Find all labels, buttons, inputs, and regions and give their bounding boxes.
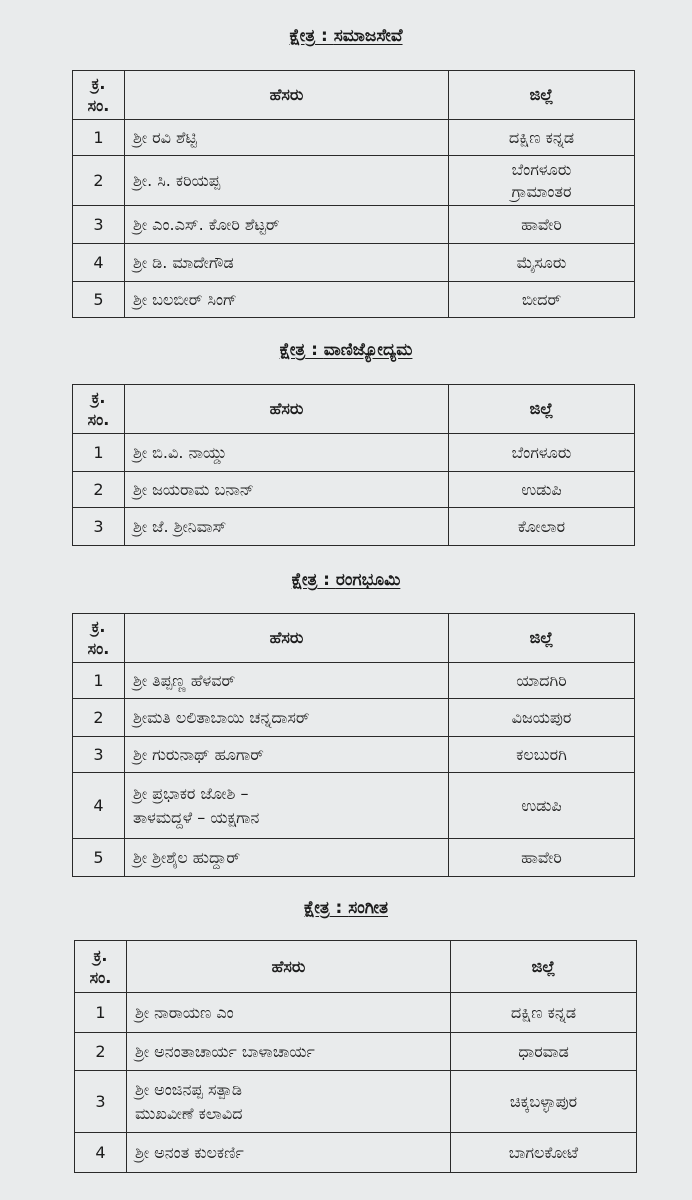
name-cell: ಶ್ರೀ ರವಿ ಶೆಟ್ಟಿ bbox=[125, 120, 449, 156]
section-heading bbox=[0, 570, 692, 590]
name-cell: ಶ್ರೀ ಬಿ.ವಿ. ನಾಯ್ಡು bbox=[125, 434, 449, 472]
district-cell: ಬಾಗಲಕೋಟೆ bbox=[451, 1133, 637, 1173]
name-cell: ಶ್ರೀ ಪ್ರಭಾಕರ ಜೋಶಿ – ತಾಳಮದ್ದಳೆ – ಯಕ್ಷಗಾನ bbox=[125, 773, 449, 839]
table-row bbox=[73, 737, 635, 773]
name-cell: ಶ್ರೀ ಜಯರಾಮ ಬನಾನ್ bbox=[125, 472, 449, 508]
table-row bbox=[73, 663, 635, 699]
district-cell: ಯಾದಗಿರಿ bbox=[449, 663, 635, 699]
table-header-row bbox=[73, 71, 635, 120]
table-row bbox=[73, 206, 635, 244]
name-cell: ಶ್ರೀ ಜೆ. ಶ್ರೀನಿವಾಸ್ bbox=[125, 508, 449, 546]
name-cell: ಶ್ರೀ ನಾರಾಯಣ ಎಂ bbox=[127, 993, 451, 1033]
name-cell: ಶ್ರೀ ಅಂಜಿನಪ್ಪ ಸತ್ಪಾಡಿ ಮುಖವೀಣೆ ಕಲಾವಿದ bbox=[127, 1071, 451, 1133]
district-cell: ಕೋಲಾರ bbox=[449, 508, 635, 546]
field-separator: : bbox=[329, 898, 349, 918]
field-name: ರಂಗಭೂಮಿ bbox=[335, 570, 401, 590]
table-header-row bbox=[73, 385, 635, 434]
serial-cell: 3 bbox=[75, 1071, 127, 1133]
table-row bbox=[73, 244, 635, 282]
district-cell: ಹಾವೇರಿ bbox=[449, 206, 635, 244]
serial-cell: 3 bbox=[73, 206, 125, 244]
serial-cell: 5 bbox=[73, 282, 125, 318]
awardee-table bbox=[74, 940, 637, 1173]
table-row bbox=[73, 508, 635, 546]
column-header-serial: ಕ್ರ. ಸಂ. bbox=[73, 614, 125, 663]
awardee-table bbox=[72, 384, 635, 546]
column-header-district: ಜಿಲ್ಲೆ bbox=[449, 385, 635, 434]
serial-cell: 2 bbox=[73, 472, 125, 508]
column-header-name: ಹೆಸರು bbox=[125, 385, 449, 434]
awardee-table bbox=[72, 613, 635, 877]
serial-cell: 2 bbox=[73, 699, 125, 737]
column-header-name: ಹೆಸರು bbox=[127, 941, 451, 993]
field-name: ಸಮಾಜಸೇವೆ bbox=[333, 26, 403, 46]
column-header-name: ಹೆಸರು bbox=[125, 614, 449, 663]
district-cell: ಮೈಸೂರು bbox=[449, 244, 635, 282]
serial-cell: 2 bbox=[75, 1033, 127, 1071]
district-cell: ದಕ್ಷಿಣ ಕನ್ನಡ bbox=[449, 120, 635, 156]
name-cell: ಶ್ರೀಮತಿ ಲಲಿತಾಬಾಯಿ ಚನ್ನದಾಸರ್ bbox=[125, 699, 449, 737]
section-heading bbox=[0, 340, 692, 360]
serial-cell: 3 bbox=[73, 508, 125, 546]
field-separator: : bbox=[315, 26, 334, 46]
field-label: ಕ್ಷೇತ್ರ bbox=[279, 340, 306, 360]
district-cell: ಉಡುಪಿ bbox=[449, 472, 635, 508]
serial-cell: 2 bbox=[73, 156, 125, 206]
serial-cell: 4 bbox=[75, 1133, 127, 1173]
column-header-district: ಜಿಲ್ಲೆ bbox=[449, 614, 635, 663]
table-row bbox=[73, 156, 635, 206]
field-label: ಕ್ಷೇತ್ರ bbox=[291, 570, 318, 590]
name-cell: ಶ್ರೀ ಗುರುನಾಥ್ ಹೂಗಾರ್ bbox=[125, 737, 449, 773]
table-header-row bbox=[75, 941, 637, 993]
column-header-serial: ಕ್ರ. ಸಂ. bbox=[73, 385, 125, 434]
table-row bbox=[75, 993, 637, 1033]
serial-cell: 1 bbox=[73, 663, 125, 699]
name-cell: ಶ್ರೀ ಅನಂತ ಕುಲಕರ್ಣಿ bbox=[127, 1133, 451, 1173]
table-row bbox=[73, 699, 635, 737]
district-cell: ಬೆಂಗಳೂರು ಗ್ರಾಮಾಂತರ bbox=[449, 156, 635, 206]
district-cell: ಧಾರವಾಡ bbox=[451, 1033, 637, 1071]
field-label: ಕ್ಷೇತ್ರ bbox=[304, 898, 330, 918]
name-cell: ಶ್ರೀ ಅನಂತಾಚಾರ್ಯ ಬಾಳಾಚಾರ್ಯ bbox=[127, 1033, 451, 1071]
name-cell: ಶ್ರೀ. ಸಿ. ಕರಿಯಪ್ಪ bbox=[125, 156, 449, 206]
district-cell: ವಿಜಯಪುರ bbox=[449, 699, 635, 737]
name-cell: ಶ್ರೀ ಎಂ.ಎಸ್. ಕೋರಿ ಶೆಟ್ಟರ್ bbox=[125, 206, 449, 244]
field-separator: : bbox=[317, 570, 336, 590]
awardee-table bbox=[72, 70, 635, 318]
name-cell: ಶ್ರೀ ಡಿ. ಮಾದೇಗೌಡ bbox=[125, 244, 449, 282]
table-header-row bbox=[73, 614, 635, 663]
field-separator: : bbox=[305, 340, 324, 360]
district-cell: ಬೆಂಗಳೂರು bbox=[449, 434, 635, 472]
table-row bbox=[75, 1033, 637, 1071]
name-cell: ಶ್ರೀ ಶ್ರೀಶೈಲ ಹುದ್ದಾರ್ bbox=[125, 839, 449, 877]
field-name: ಸಂಗೀತ bbox=[348, 898, 388, 918]
table-row bbox=[73, 282, 635, 318]
district-cell: ಚಿಕ್ಕಬಳ್ಳಾಪುರ bbox=[451, 1071, 637, 1133]
serial-cell: 4 bbox=[73, 244, 125, 282]
district-cell: ಉಡುಪಿ bbox=[449, 773, 635, 839]
serial-cell: 1 bbox=[73, 120, 125, 156]
table-row bbox=[73, 472, 635, 508]
serial-cell: 4 bbox=[73, 773, 125, 839]
district-cell: ಬೀದರ್ bbox=[449, 282, 635, 318]
section-heading bbox=[0, 26, 692, 46]
column-header-name: ಹೆಸರು bbox=[125, 71, 449, 120]
district-cell: ಕಲಬುರಗಿ bbox=[449, 737, 635, 773]
serial-cell: 5 bbox=[73, 839, 125, 877]
table-row bbox=[73, 120, 635, 156]
serial-cell: 1 bbox=[75, 993, 127, 1033]
column-header-serial: ಕ್ರ. ಸಂ. bbox=[75, 941, 127, 993]
column-header-district: ಜಿಲ್ಲೆ bbox=[451, 941, 637, 993]
column-header-district: ಜಿಲ್ಲೆ bbox=[449, 71, 635, 120]
field-name: ವಾಣಿಜ್ಯೋದ್ಯಮ bbox=[323, 340, 413, 360]
serial-cell: 3 bbox=[73, 737, 125, 773]
name-cell: ಶ್ರೀ ತಿಪ್ಪಣ್ಣ ಹೆಳವರ್ bbox=[125, 663, 449, 699]
table-row bbox=[75, 1133, 637, 1173]
name-cell: ಶ್ರೀ ಬಲಬೀರ್ ಸಿಂಗ್ bbox=[125, 282, 449, 318]
table-row bbox=[73, 839, 635, 877]
table-row bbox=[73, 773, 635, 839]
table-row bbox=[75, 1071, 637, 1133]
section-heading bbox=[0, 898, 692, 918]
field-label: ಕ್ಷೇತ್ರ bbox=[289, 26, 316, 46]
serial-cell: 1 bbox=[73, 434, 125, 472]
column-header-serial: ಕ್ರ. ಸಂ. bbox=[73, 71, 125, 120]
table-row bbox=[73, 434, 635, 472]
district-cell: ಹಾವೇರಿ bbox=[449, 839, 635, 877]
district-cell: ದಕ್ಷಿಣ ಕನ್ನಡ bbox=[451, 993, 637, 1033]
